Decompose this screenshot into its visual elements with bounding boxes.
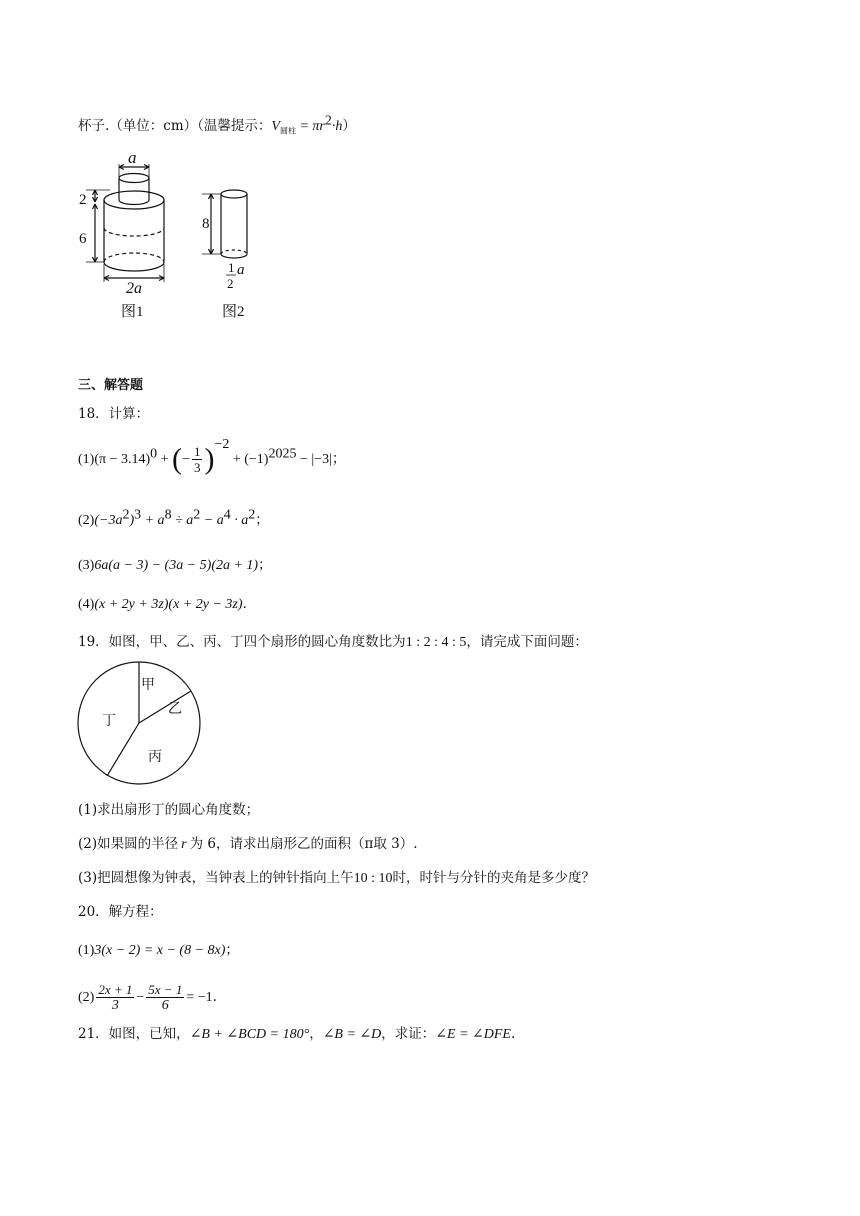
q20-p2-frac2: $\frac{5x - 1}{6}$: [148, 982, 183, 1013]
q18-part4: [78, 594, 247, 615]
q20-p1-end: ；: [225, 942, 239, 958]
pie-label-ding: 丁: [102, 714, 116, 729]
q18-p1-label: (1): [78, 452, 95, 467]
q21-b: ，求证：: [381, 1026, 436, 1042]
intro-line: [78, 113, 356, 137]
q19-ratio: 1 : 2 : 4 : 5: [405, 635, 467, 650]
q18-part3: [78, 555, 272, 576]
q19-title: [78, 632, 588, 653]
q19-sub2: [78, 834, 418, 855]
q19-title-a: 19．如图，甲、乙、丙、丁四个扇形的圆心角度数比为: [78, 634, 406, 650]
q18-p2-a-pow: 3: [134, 507, 142, 523]
q18-p2-a: (−3a: [94, 513, 123, 528]
fig1-dim-top: 2: [79, 192, 87, 208]
fig1-dim-main: 6: [79, 231, 87, 247]
pie-radius-yi: [139, 691, 191, 723]
q19-s3-time: 10 : 10: [353, 871, 393, 886]
q20-p1-expr: 3(x − 2) = x − (8 − 8x): [94, 943, 226, 958]
q18-p1-exp2: 2025: [268, 446, 297, 462]
big-cylinder-top: [104, 191, 164, 209]
fig2-frac-var: a: [237, 262, 245, 278]
intro-close: ）: [342, 118, 356, 134]
q21-cond2: ∠B = ∠D: [322, 1027, 382, 1042]
formula-rhs: = πr: [295, 119, 325, 134]
q21-end: .: [510, 1026, 516, 1042]
q18-p2-label: (2): [78, 513, 95, 528]
q18-p2-e: · a: [230, 513, 249, 528]
formula-exp: 2: [324, 113, 332, 129]
q19-s2-r: r: [181, 837, 187, 852]
q20-p2-end: .: [212, 989, 217, 1005]
q18-p1-plus1: +: [157, 452, 173, 467]
fig2-frac-num: 1: [228, 260, 235, 275]
small-cylinder-top: [119, 174, 149, 183]
q19-s3-a: (3)把圆想像为钟表，当钟表上的钟针指向上午: [78, 870, 354, 886]
q20-p2-rhs: = −1: [186, 990, 213, 1005]
q18-p1-a: (π − 3.14): [94, 452, 151, 467]
q19-s3-b: 时，时针与分针的夹角是多少度？: [392, 870, 596, 886]
q18-p4-label: (4): [78, 597, 95, 612]
pie-diagram: [76, 661, 206, 791]
q19-title-b: ，请完成下面问题：: [466, 634, 588, 650]
q19-sub3: [78, 868, 595, 889]
q18-p2-a-exp: 2: [122, 507, 130, 523]
q18-p2-e-exp: 2: [248, 507, 256, 523]
q20-p2-label: (2): [78, 990, 95, 1005]
q21-sep: ，: [309, 1026, 323, 1042]
fig2-frac-den: 2: [227, 276, 234, 291]
q18-p2-c: ÷ a: [171, 513, 194, 528]
fig2-dim-height: 8: [202, 216, 210, 232]
q18-p4-end: .: [242, 596, 247, 612]
formula-tail: ·h: [331, 119, 343, 134]
pie-label-bing: 丙: [148, 750, 162, 765]
fig1-bottom-label: 2a: [126, 280, 142, 297]
q18-p2-a-close: ): [129, 513, 135, 528]
q18-p2-d: − a: [200, 513, 224, 528]
q18-p3-end: ；: [258, 557, 272, 573]
q18-p1-frac: $\frac{1}{3}$: [193, 444, 201, 475]
q18-p1-tail: − |−3|；: [296, 452, 346, 467]
q18-p2-c-exp: 2: [193, 507, 201, 523]
q18-p2-b: + a: [141, 513, 165, 528]
q18-p2-d-exp: 4: [223, 507, 231, 523]
q21-a: 21．如图，已知，: [78, 1026, 190, 1042]
pie-label-yi: 乙: [168, 702, 182, 717]
intro-text: 杯子.（单位：cm）（温馨提示：: [78, 118, 272, 134]
q18-p1-a-exp: 0: [150, 446, 158, 462]
q18-p1-plus2: + (−1): [229, 452, 269, 467]
q18-part2: [78, 507, 269, 531]
fig2-caption: 图2: [222, 304, 245, 320]
q20-p2-minus: −: [136, 990, 145, 1005]
section-title: 三、解答题: [78, 378, 144, 393]
q20-p1-label: (1): [78, 943, 95, 958]
q18-p2-end: ；: [255, 512, 269, 528]
tall-cylinder-top: [221, 190, 247, 198]
q18-p2-b-exp: 8: [164, 507, 172, 523]
q18-part1: $(1)(\pi - 3.14)^0$ + (− $\frac{1}{3}$ )$^{-2} + (-1)^{2025} - |-3|$；: [78, 436, 346, 476]
q18-p1-neg-exp: −2: [214, 436, 230, 452]
q20-part1: [78, 940, 239, 961]
q20-p2-frac1: $\frac{2x + 1}{3}$: [98, 982, 133, 1013]
q18-title: 18．计算：: [78, 406, 150, 422]
pie-radius-bing: [107, 723, 139, 776]
fig1-caption: 图1: [121, 304, 144, 320]
q20-part2: [78, 982, 217, 1013]
q20-title: 20．解方程：: [78, 904, 163, 920]
q21-line: [78, 1024, 515, 1045]
q21-cond1: ∠B + ∠BCD = 180°: [189, 1027, 310, 1042]
q18-p4-expr: (x + 2y + 3z)(x + 2y − 3z): [94, 597, 243, 612]
q18-p3-label: (3): [78, 558, 95, 573]
formula-sub: 圆柱: [279, 126, 296, 136]
q19-s2-b: 为 6，请求出扇形乙的面积（π取 3）.: [189, 836, 418, 852]
q21-goal: ∠E = ∠DFE: [435, 1027, 511, 1042]
fig1-top-label: a: [128, 150, 137, 167]
q19-sub1: (1)求出扇形丁的圆心角度数；: [78, 802, 260, 818]
formula-v: V: [271, 119, 280, 134]
q18-p3-expr: 6a(a − 3) − (3a − 5)(2a + 1): [94, 558, 259, 573]
q19-s2-a: (2)如果圆的半径: [78, 836, 179, 852]
pie-label-jia: 甲: [141, 678, 155, 693]
cylinder-figures: [70, 150, 270, 320]
